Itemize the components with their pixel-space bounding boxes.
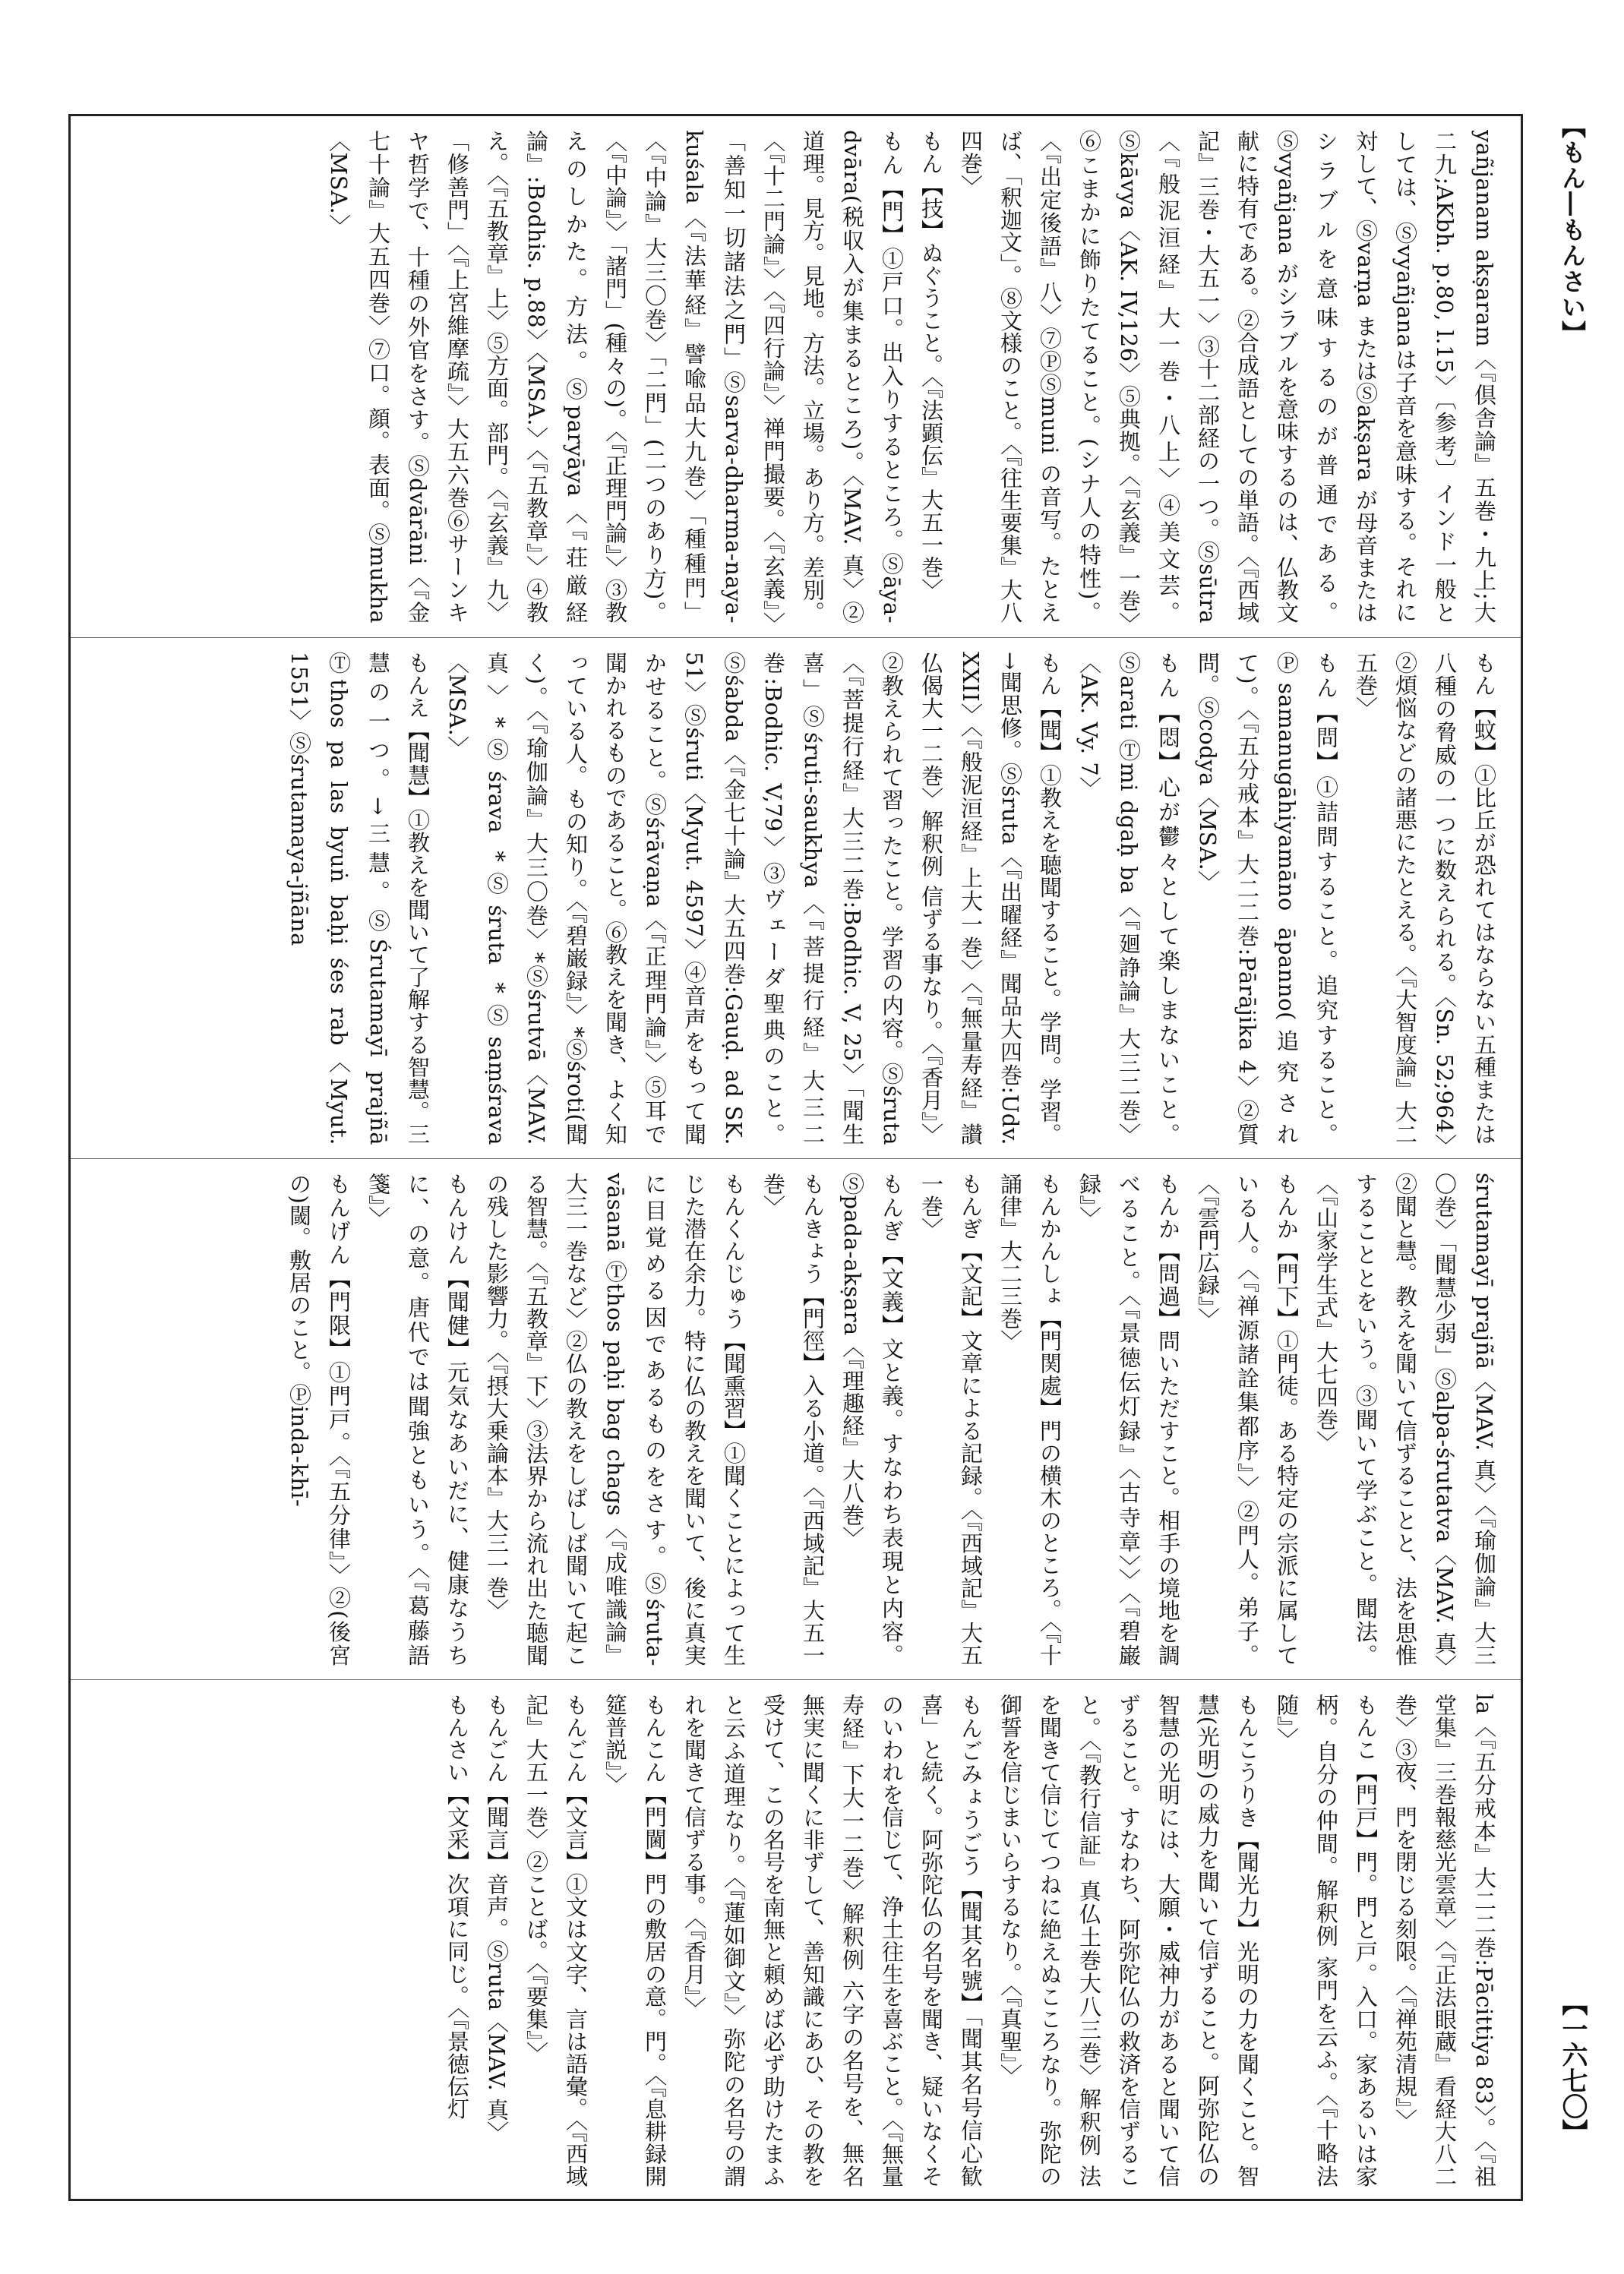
dictionary-entry: もんごん【聞言】音声。Ⓢruta〈MAV. 真〉	[484, 1694, 510, 2143]
text-band-4	[71, 1679, 1521, 2199]
dictionary-entry: もんけん【聞健】元気なあいだに、健康なうちに、の意。唐代では聞強ともいう。〈『葛藤語箋』〉	[365, 1173, 470, 1666]
dictionary-entry: la〈『五分戒本』大二二巻:Pācittiya 83〉。〈『祖堂集』三巻報慈光雲章〉〈『正法眼蔵』看経大八二巻〉③夜、門を閉じる刻限。〈『禅苑清規』〉	[1392, 1694, 1497, 2187]
dictionary-entry: もん【門】①戸口。出入りするところ。Ⓢāya-dvāra(税収入が集まるところ)。〈MAV. 真〉②道理。見方。見地。方法。立場。あり方。差別。〈『十二門論』〉〈『四行論』〉禅門撮要。〈『玄義』〉「善知一切諸法之門」Ⓢsarva-dharma-naya-kuśala〈『法華経』譬喩品大九巻〉「種種門」〈『中論』大三〇巻〉「二門」(二つのあり方)。〈『中論』〉「諸門」(種々の)。〈『正理門論』〉③教えのしかた。方法。Ⓢparyāya〈『荘厳経論』:Bodhis. p.88〉〈MSA.〉〈『五教章』〉④教え。〈『五教章』上〉⑤方面。部門。〈『玄義』九〉「修善門」〈『上宮維摩疏』〉大五六巻⑥サーンキヤ哲学で、十種の外官をさす。Ⓢdvārāni〈『金七十論』大五四巻〉⑦口。顔。表面。Ⓢmukha〈MSA.〉	[326, 130, 905, 624]
dictionary-entry: もんか【門下】①門徒。ある特定の宗派に属している人。〈『禅源諸詮集都序』〉②門人。弟子。〈『雲門広録』〉	[1195, 1173, 1300, 1666]
band-text	[438, 1694, 1504, 2187]
dictionary-entry: もんか【問過】問いただすこと。相手の境地を調べること。〈『景徳伝灯録』〈古寺章〉〉〈『碧巌録』〉	[1076, 1173, 1181, 1666]
dictionary-entry: もん【聞】①教えを聴聞すること。学問。学習。→聞思修。Ⓢśruta〈『出曜経』聞品大四巻:Udv. XXII〉〈『般泥洹経』上大一巻〉〈『無量寿経』讃仏偈大一二巻〉解釈例 信ずる事なり。〈『香月』〉②教えられて習ったこと。学習の内容。Ⓢśruta〈『菩提行経』大三二巻:Bodhic. V, 25〉「聞生喜」Ⓢśruti-saukhya〈『菩提行経』大三二巻:Bodhic. V,79〉③ヴェーダ聖典のこと。Ⓢśabda〈『金七十論』大五四巻:Gauḍ. ad SK. 51〉Ⓢśruti〈Myut. 4597〉④音声をもって聞かせること。Ⓢśrāvaṇa〈『正理門論』〉⑤耳で聞かれるものであること。⑥教えを聞き、よく知っている人。もの知り。〈『碧巌録』〉*Ⓢśroti(聞く)。〈『瑜伽論』大三〇巻〉*Ⓢśrutvā〈MAV. 真〉*Ⓢśrava *Ⓢśruta *Ⓢsaṃśrava〈MSA.〉	[444, 652, 1063, 1145]
dictionary-entry: もんぎ【文義】文と義。すなわち表現と内容。Ⓢpada-akṣara〈『理趣経』大八巻〉	[839, 1173, 905, 1666]
dictionary-entry: もん【悶】心が鬱々として楽しまないこと。Ⓢarati Ⓣmi dgaḥ ba〈『廻諍論』大三二巻〉〈AK. Vy. 7〉	[1076, 652, 1181, 1145]
dictionary-entry: もんえ【聞慧】①教えを聞いて了解する智慧。三慧の一つ。→三慧。ⓈŚrutamayī prajñā Ⓣthos pa las byuṅ baḥi śes rab〈Myut. 1551〉Ⓢśrutamaya-jñāna	[286, 652, 431, 1145]
dictionary-page-frame	[68, 114, 1523, 2201]
dictionary-entry: もんかんしょ【門関處】門の横木のところ。〈『十誦律』大二三巻〉	[997, 1173, 1063, 1666]
dictionary-entry: もんさい【文采】次項に同じ。〈『景徳伝灯	[444, 1694, 470, 2120]
dictionary-entry: もんくんじゅう【聞熏習】①聞くことによって生じた潜在余力。特に仏の教えを聞いて、後に真実に目覚める因であるものをさす。Ⓢśruta-vāsanā Ⓣthos paḥi bag chags〈『成唯識論』大三一巻など〉②仏の教えをしばしば聞いて起こる智慧。〈『五教章』下〉③法界から流れ出た聴聞の残した影響力。〈『摂大乗論本』大三一巻〉	[484, 1173, 747, 1666]
dictionary-entry: もん【問】①詰問すること。追究すること。Ⓟsamanugāhiyamāno āpanno(追究されて)。〈『五分戒本』大二二巻:Pārājika 4〉②質問。Ⓢcodya〈MSA.〉	[1195, 652, 1339, 1145]
text-band-1	[71, 116, 1521, 637]
text-band-2	[71, 637, 1521, 1158]
dictionary-entry: もんこ【門戸】門。門と戸。入口。家あるいは家柄。自分の仲間。解釈例 家門を云ふ。〈『十略法随』〉	[1274, 1694, 1379, 2187]
page-header: 【もん―もんさい】	[1558, 114, 1587, 346]
dictionary-entry: もんごん【文言】①文は文字、言は語彙。〈『西域記』大五一巻〉②ことば。〈『要集』〉	[523, 1694, 589, 2187]
band-text	[280, 1173, 1504, 1666]
dictionary-entry: もん【技】ぬぐうこと。〈『法顕伝』大五一巻〉	[918, 130, 944, 601]
band-text	[280, 652, 1504, 1145]
dictionary-entry: もんげん【門限】①門戸。〈『五分律』〉②(後宮の)閾。敷居のこと。Ⓟinda-khī-	[286, 1173, 352, 1666]
dictionary-entry: もんこうりき【聞光力】光明の力を聞くこと。智慧(光明)の威力を聞いて信ずること。阿弥陀仏の智慧の光明には、大願・威神力があると聞いて信ずること。すなわち、阿弥陀仏の救済を信ずること。〈『教行信証』真仏土巻大八三巻〉解釈例 法を聞きて信じてつねに絶えぬこころなり。弥陀の御誓を信じまいらするなり。〈『真聖』〉	[997, 1694, 1260, 2187]
dictionary-entry: もんごみょうごう【聞其名號】「聞其名号信心歓喜」と続く。阿弥陀仏の名号を聞き、疑いなくそのいわれを信じて、浄土往生を喜ぶこと。〈『無量寿経』下大一二巻〉解釈例 六字の名号を、無名無実に聞くに非ずして、善知識にあひ、その教を受けて、この名号を南無と頼めば必ず助けたまふと云ふ道理なり。〈『蓮如御文』〉弥陀の名号の謂れを聞きて信ずる事。〈『香月』〉	[681, 1694, 984, 2187]
text-band-3	[71, 1158, 1521, 1679]
dictionary-entry: もんぎ【文記】文章による記録。〈『西域記』大五一巻〉	[918, 1173, 984, 1666]
dictionary-entry: もん【蚊】①比丘が恐れてはならない五種または八種の脅威の一つに数えられる。〈Sn. 52;964〉②煩悩などの諸悪にたとえる。〈『大智度論』大二五巻〉	[1353, 652, 1497, 1145]
dictionary-entry: もんきょう【門徑】入る小道。〈『西域記』大五一巻〉	[760, 1173, 826, 1666]
dictionary-entry: もんこん【門閫】門の敷居の意。門。〈『息耕録開筵普説』〉	[602, 1694, 668, 2187]
dictionary-entry: śrutamayī prajñā〈MAV. 真〉〈『瑜伽論』大三〇巻〉「聞慧少弱」Ⓢalpa-śrutatva〈MAV. 真〉②聞と慧。教えを聞いて信ずることと、法を思惟することとをいう。③聞いて学ぶこと。聞法。〈『山家学生式』大七四巻〉	[1313, 1173, 1497, 1666]
dictionary-entry: yañjanam akṣaram〈『倶舎論』五巻・九上;大二九;AKbh. p.80, l.15〉〔参考〕インド一般としては、Ⓢvyañjanaは子音を意味する。それに対して、Ⓢvarṇa またはⓈakṣara が母音またはシラブルを意味するのが普通である。Ⓢvyañjana がシラブルを意味するのは、仏教文献に特有である。②合成語としての単語。〈『西域記』三巻・大五一〉③十二部経の一つ。Ⓢsūtra〈『般泥洹経』大一巻・八上〉④美文芸。Ⓢkāvya〈AK. IV,126〉⑤典拠。〈『玄義』一巻〉⑥こまかに飾りたてること。(シナ人の特性)。〈『出定後語』八〉⑦ⓅⓈmuni の音写。たとえば、「釈迦文」。⑧文様のこと。〈『往生要集』大八四巻〉	[958, 130, 1497, 624]
band-text	[319, 130, 1504, 624]
page-number: 【一六七〇】	[1557, 1990, 1588, 2145]
